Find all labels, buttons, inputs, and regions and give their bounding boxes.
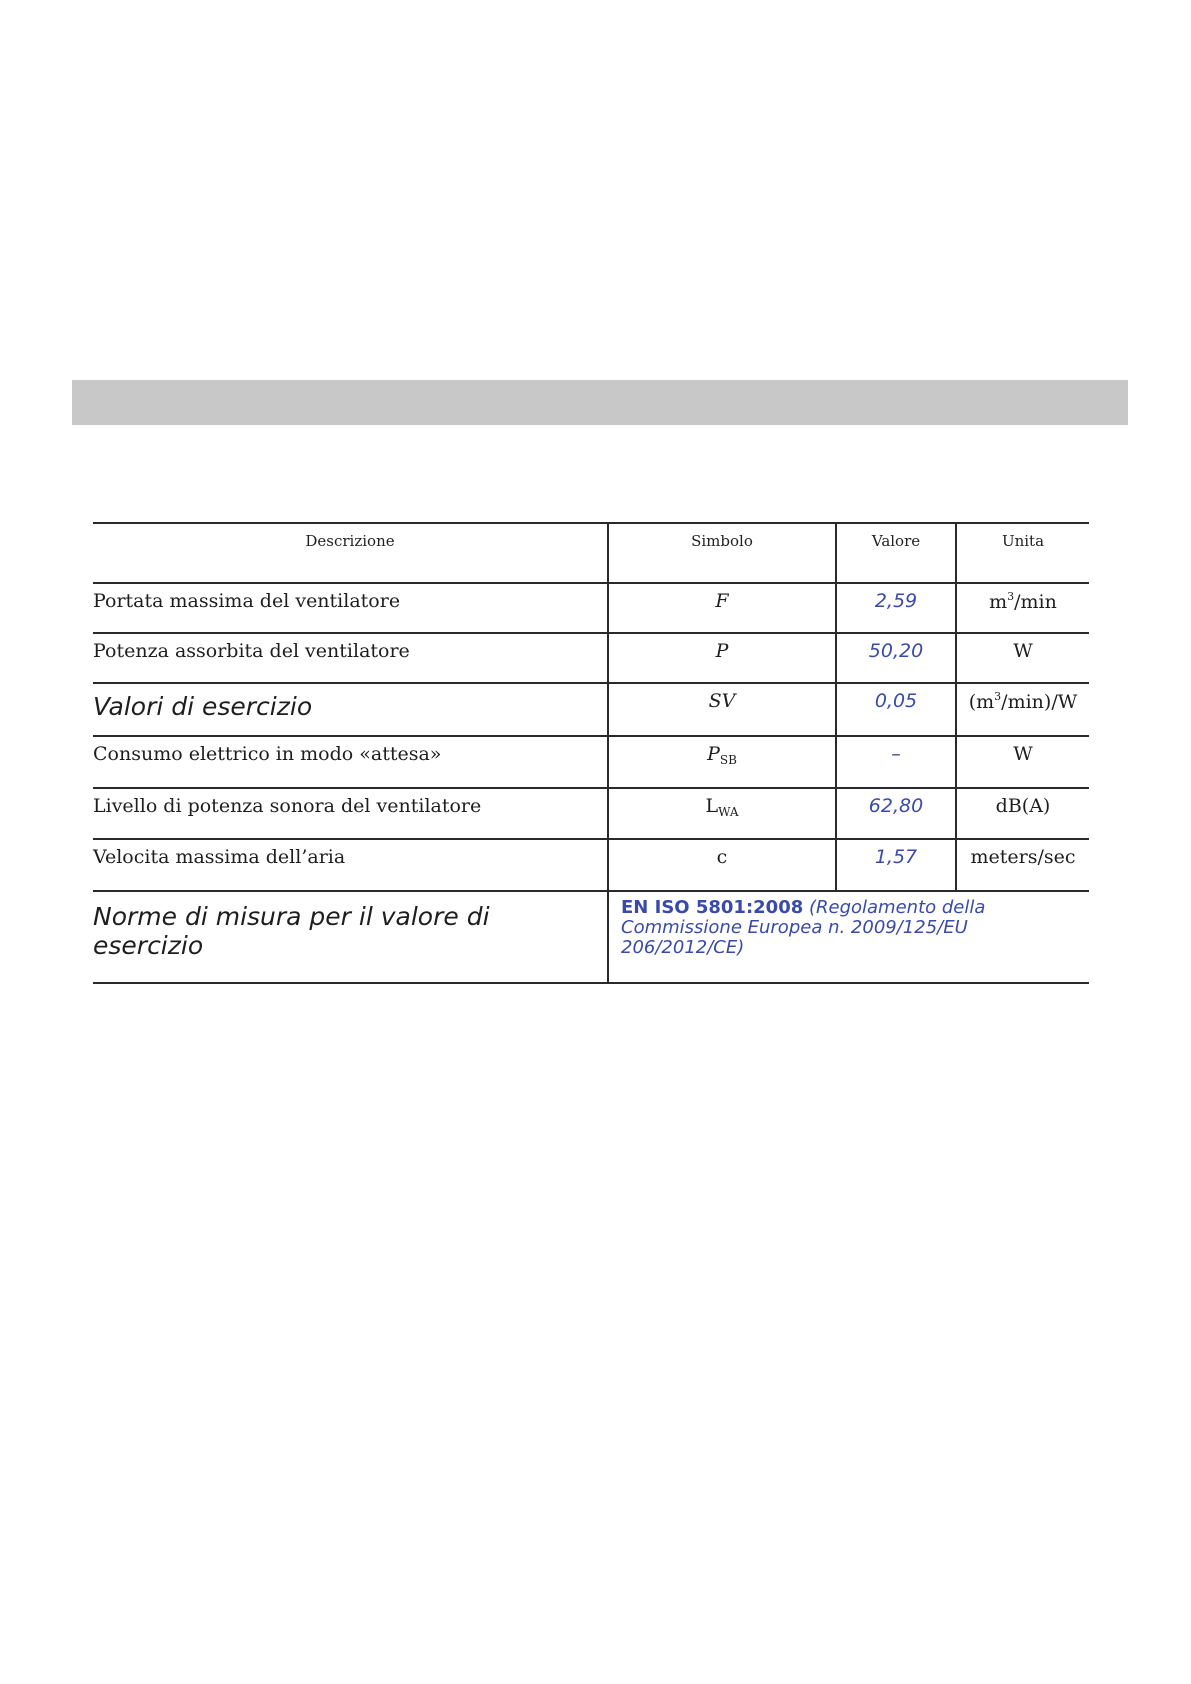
- table-row: [93, 788, 1089, 839]
- header-description: Descrizione: [93, 523, 608, 583]
- norme-reference: [608, 891, 1089, 983]
- row-value: 2,59: [836, 583, 956, 633]
- row-description: Portata massima del ventilatore: [93, 583, 608, 633]
- row-description: Potenza assorbita del ventilatore: [93, 633, 608, 683]
- row-symbol: F: [608, 583, 836, 633]
- row-symbol: [608, 736, 836, 788]
- norme-standard: EN ISO 5801:2008: [621, 897, 804, 918]
- table-row: [93, 736, 1089, 788]
- symbol-subscript: SB: [719, 753, 737, 767]
- row-unit: meters/sec: [956, 839, 1089, 891]
- table-row: [93, 683, 1089, 736]
- row-symbol: SV: [608, 683, 836, 736]
- header-symbol: Simbolo: [608, 523, 836, 583]
- table-row: [93, 633, 1089, 683]
- row-value: 62,80: [836, 788, 956, 839]
- section-header-band: [72, 380, 1128, 425]
- norme-label: Norme di misura per il valore di esercizio: [93, 891, 608, 983]
- unit-rest: /min: [1014, 591, 1057, 613]
- norme-regulation: (Regolamento della Commissione Europea n. 2009/125/EU 206/2012/CE): [621, 897, 986, 958]
- row-unit: [956, 583, 1089, 633]
- row-description: Consumo elettrico in modo «attesa»: [93, 736, 608, 788]
- row-unit: W: [956, 736, 1089, 788]
- header-value: Valore: [836, 523, 956, 583]
- row-value: 1,57: [836, 839, 956, 891]
- symbol-base: P: [707, 743, 720, 765]
- row-description: Livello di potenza sonora del ventilatore: [93, 788, 608, 839]
- row-unit: [956, 683, 1089, 736]
- fan-specifications-table: [93, 522, 1089, 984]
- table-row: [93, 583, 1089, 633]
- row-value: –: [836, 736, 956, 788]
- row-symbol: P: [608, 633, 836, 683]
- row-unit: W: [956, 633, 1089, 683]
- symbol-base: L: [705, 795, 719, 817]
- unit-base: m: [989, 591, 1008, 613]
- norme-row: [93, 891, 1089, 983]
- row-description: Valori di esercizio: [93, 683, 608, 736]
- row-unit: dB(A): [956, 788, 1089, 839]
- table-header-row: [93, 523, 1089, 583]
- row-symbol: [608, 788, 836, 839]
- header-unit: Unita: [956, 523, 1089, 583]
- unit-base: (m: [968, 691, 995, 713]
- row-description: Velocita massima dell’aria: [93, 839, 608, 891]
- row-value: 0,05: [836, 683, 956, 736]
- row-value: 50,20: [836, 633, 956, 683]
- symbol-subscript: WA: [718, 805, 739, 819]
- unit-rest: /min)/W: [1001, 691, 1078, 713]
- row-symbol: c: [608, 839, 836, 891]
- unit-superscript: 3: [994, 690, 1002, 703]
- table-row: [93, 839, 1089, 891]
- unit-superscript: 3: [1007, 590, 1015, 603]
